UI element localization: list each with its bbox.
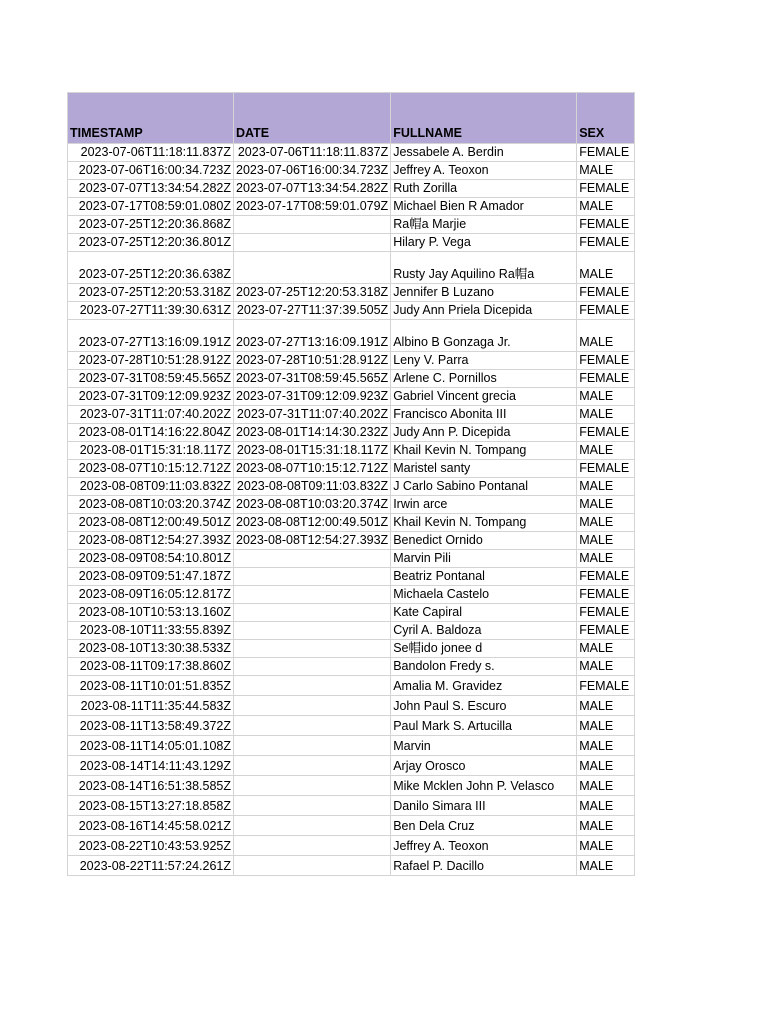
date-cell: 2023-08-08T12:54:27.393Z xyxy=(234,532,391,550)
fullname-cell: Michaela Castelo xyxy=(391,586,577,604)
table-row xyxy=(68,736,635,756)
table-row xyxy=(68,622,635,640)
fullname-cell: Ra帽a Marjie xyxy=(391,216,577,234)
timestamp-cell: 2023-08-08T12:00:49.501Z xyxy=(68,514,234,532)
date-cell: 2023-07-31T09:12:09.923Z xyxy=(234,388,391,406)
fullname-cell: Hilary P. Vega xyxy=(391,234,577,252)
date-cell xyxy=(234,776,391,796)
sex-cell: FEMALE xyxy=(577,180,635,198)
date-cell: 2023-07-28T10:51:28.912Z xyxy=(234,352,391,370)
sex-cell: MALE xyxy=(577,532,635,550)
date-cell xyxy=(234,550,391,568)
table-row xyxy=(68,144,635,162)
timestamp-cell: 2023-08-01T15:31:18.117Z xyxy=(68,442,234,460)
fullname-cell: Jeffrey A. Teoxon xyxy=(391,162,577,180)
fullname-cell: J Carlo Sabino Pontanal xyxy=(391,478,577,496)
date-cell: 2023-07-31T08:59:45.565Z xyxy=(234,370,391,388)
timestamp-cell: 2023-07-28T10:51:28.912Z xyxy=(68,352,234,370)
fullname-cell: Paul Mark S. Artucilla xyxy=(391,716,577,736)
sex-cell: MALE xyxy=(577,658,635,676)
fullname-cell: Khail Kevin N. Tompang xyxy=(391,442,577,460)
sex-cell: MALE xyxy=(577,796,635,816)
header-timestamp: TIMESTAMP xyxy=(68,93,234,144)
sex-cell: FEMALE xyxy=(577,352,635,370)
date-cell xyxy=(234,622,391,640)
fullname-cell: Se帽ido jonee d xyxy=(391,640,577,658)
date-cell xyxy=(234,568,391,586)
sex-cell: FEMALE xyxy=(577,586,635,604)
fullname-cell: Mike Mcklen John P. Velasco xyxy=(391,776,577,796)
timestamp-cell: 2023-08-22T10:43:53.925Z xyxy=(68,836,234,856)
fullname-cell: Albino B Gonzaga Jr. xyxy=(391,320,577,352)
table-row xyxy=(68,514,635,532)
timestamp-cell: 2023-08-08T09:11:03.832Z xyxy=(68,478,234,496)
sex-cell: FEMALE xyxy=(577,144,635,162)
fullname-cell: Danilo Simara III xyxy=(391,796,577,816)
sex-cell: MALE xyxy=(577,162,635,180)
fullname-cell: John Paul S. Escuro xyxy=(391,696,577,716)
date-cell xyxy=(234,756,391,776)
timestamp-cell: 2023-07-27T11:39:30.631Z xyxy=(68,302,234,320)
sex-cell: MALE xyxy=(577,442,635,460)
date-cell: 2023-08-01T14:14:30.232Z xyxy=(234,424,391,442)
sex-cell: MALE xyxy=(577,478,635,496)
fullname-cell: Khail Kevin N. Tompang xyxy=(391,514,577,532)
timestamp-cell: 2023-08-10T11:33:55.839Z xyxy=(68,622,234,640)
date-cell: 2023-07-17T08:59:01.079Z xyxy=(234,198,391,216)
table-row xyxy=(68,442,635,460)
sex-cell: MALE xyxy=(577,756,635,776)
sex-cell: MALE xyxy=(577,406,635,424)
date-cell: 2023-08-07T10:15:12.712Z xyxy=(234,460,391,478)
sex-cell: MALE xyxy=(577,388,635,406)
sex-cell: FEMALE xyxy=(577,460,635,478)
fullname-cell: Irwin arce xyxy=(391,496,577,514)
table-row xyxy=(68,604,635,622)
table-row xyxy=(68,370,635,388)
fullname-cell: Judy Ann P. Dicepida xyxy=(391,424,577,442)
date-cell: 2023-08-01T15:31:18.117Z xyxy=(234,442,391,460)
timestamp-cell: 2023-07-07T13:34:54.282Z xyxy=(68,180,234,198)
date-cell xyxy=(234,716,391,736)
sex-cell: MALE xyxy=(577,776,635,796)
date-cell xyxy=(234,676,391,696)
fullname-cell: Bandolon Fredy s. xyxy=(391,658,577,676)
date-cell xyxy=(234,216,391,234)
timestamp-cell: 2023-08-10T13:30:38.533Z xyxy=(68,640,234,658)
fullname-cell: Arlene C. Pornillos xyxy=(391,370,577,388)
fullname-cell: Maristel santy xyxy=(391,460,577,478)
timestamp-cell: 2023-08-16T14:45:58.021Z xyxy=(68,816,234,836)
timestamp-cell: 2023-07-25T12:20:36.638Z xyxy=(68,252,234,284)
fullname-cell: Francisco Abonita III xyxy=(391,406,577,424)
table-row xyxy=(68,816,635,836)
date-cell xyxy=(234,856,391,876)
date-cell xyxy=(234,816,391,836)
sex-cell: MALE xyxy=(577,856,635,876)
table-header xyxy=(68,93,635,144)
table-row xyxy=(68,568,635,586)
timestamp-cell: 2023-08-08T10:03:20.374Z xyxy=(68,496,234,514)
sex-cell: FEMALE xyxy=(577,370,635,388)
timestamp-cell: 2023-07-25T12:20:36.868Z xyxy=(68,216,234,234)
timestamp-cell: 2023-08-22T11:57:24.261Z xyxy=(68,856,234,876)
table-row xyxy=(68,216,635,234)
timestamp-cell: 2023-07-31T08:59:45.565Z xyxy=(68,370,234,388)
table-row xyxy=(68,478,635,496)
fullname-cell: Arjay Orosco xyxy=(391,756,577,776)
table-row xyxy=(68,388,635,406)
timestamp-cell: 2023-08-09T16:05:12.817Z xyxy=(68,586,234,604)
date-cell xyxy=(234,586,391,604)
table-row xyxy=(68,716,635,736)
fullname-cell: Beatriz Pontanal xyxy=(391,568,577,586)
sex-cell: MALE xyxy=(577,252,635,284)
fullname-cell: Cyril A. Baldoza xyxy=(391,622,577,640)
fullname-cell: Michael Bien R Amador xyxy=(391,198,577,216)
date-cell: 2023-07-31T11:07:40.202Z xyxy=(234,406,391,424)
date-cell xyxy=(234,796,391,816)
fullname-cell: Kate Capiral xyxy=(391,604,577,622)
table-row xyxy=(68,836,635,856)
table-row xyxy=(68,198,635,216)
fullname-cell: Leny V. Parra xyxy=(391,352,577,370)
sex-cell: FEMALE xyxy=(577,622,635,640)
sex-cell: FEMALE xyxy=(577,604,635,622)
timestamp-cell: 2023-08-01T14:16:22.804Z xyxy=(68,424,234,442)
table-row xyxy=(68,586,635,604)
date-cell: 2023-07-07T13:34:54.282Z xyxy=(234,180,391,198)
sex-cell: MALE xyxy=(577,514,635,532)
table-row xyxy=(68,320,635,352)
date-cell: 2023-07-27T13:16:09.191Z xyxy=(234,320,391,352)
table-row xyxy=(68,302,635,320)
header-date: DATE xyxy=(234,93,391,144)
fullname-cell: Ben Dela Cruz xyxy=(391,816,577,836)
timestamp-cell: 2023-08-09T09:51:47.187Z xyxy=(68,568,234,586)
date-cell xyxy=(234,234,391,252)
date-cell xyxy=(234,736,391,756)
sex-cell: MALE xyxy=(577,696,635,716)
date-cell: 2023-07-27T11:37:39.505Z xyxy=(234,302,391,320)
date-cell: 2023-08-08T10:03:20.374Z xyxy=(234,496,391,514)
date-cell: 2023-08-08T12:00:49.501Z xyxy=(234,514,391,532)
timestamp-cell: 2023-08-11T10:01:51.835Z xyxy=(68,676,234,696)
date-cell: 2023-07-06T16:00:34.723Z xyxy=(234,162,391,180)
table-row xyxy=(68,676,635,696)
table-row xyxy=(68,550,635,568)
fullname-cell: Ruth Zorilla xyxy=(391,180,577,198)
table-row xyxy=(68,532,635,550)
table-row xyxy=(68,162,635,180)
fullname-cell: Marvin xyxy=(391,736,577,756)
timestamp-cell: 2023-08-09T08:54:10.801Z xyxy=(68,550,234,568)
table-row xyxy=(68,496,635,514)
timestamp-cell: 2023-07-27T13:16:09.191Z xyxy=(68,320,234,352)
timestamp-cell: 2023-07-31T09:12:09.923Z xyxy=(68,388,234,406)
timestamp-cell: 2023-07-31T11:07:40.202Z xyxy=(68,406,234,424)
date-cell xyxy=(234,252,391,284)
sex-cell: MALE xyxy=(577,816,635,836)
table-row xyxy=(68,234,635,252)
table-row xyxy=(68,658,635,676)
timestamp-cell: 2023-07-25T12:20:36.801Z xyxy=(68,234,234,252)
date-cell xyxy=(234,658,391,676)
sex-cell: FEMALE xyxy=(577,302,635,320)
spreadsheet-table xyxy=(67,92,635,876)
fullname-cell: Benedict Ornido xyxy=(391,532,577,550)
header-row xyxy=(68,93,635,144)
table-row xyxy=(68,856,635,876)
timestamp-cell: 2023-07-25T12:20:53.318Z xyxy=(68,284,234,302)
fullname-cell: Marvin Pili xyxy=(391,550,577,568)
fullname-cell: Judy Ann Priela Dicepida xyxy=(391,302,577,320)
date-cell xyxy=(234,604,391,622)
sex-cell: MALE xyxy=(577,320,635,352)
timestamp-cell: 2023-08-07T10:15:12.712Z xyxy=(68,460,234,478)
sex-cell: MALE xyxy=(577,836,635,856)
fullname-cell: Jennifer B Luzano xyxy=(391,284,577,302)
sex-cell: FEMALE xyxy=(577,284,635,302)
sex-cell: MALE xyxy=(577,496,635,514)
table-row xyxy=(68,406,635,424)
table-row xyxy=(68,252,635,284)
sex-cell: MALE xyxy=(577,716,635,736)
table-row xyxy=(68,460,635,478)
sex-cell: MALE xyxy=(577,640,635,658)
sex-cell: FEMALE xyxy=(577,676,635,696)
date-cell: 2023-07-06T11:18:11.837Z xyxy=(234,144,391,162)
sex-cell: MALE xyxy=(577,550,635,568)
sex-cell: FEMALE xyxy=(577,424,635,442)
sex-cell: MALE xyxy=(577,198,635,216)
fullname-cell: Rusty Jay Aquilino Ra帽a xyxy=(391,252,577,284)
date-cell: 2023-08-08T09:11:03.832Z xyxy=(234,478,391,496)
sex-cell: MALE xyxy=(577,736,635,756)
header-fullname: FULLNAME xyxy=(391,93,577,144)
timestamp-cell: 2023-08-14T14:11:43.129Z xyxy=(68,756,234,776)
table-row xyxy=(68,352,635,370)
table-row xyxy=(68,640,635,658)
table-row xyxy=(68,776,635,796)
header-sex: SEX xyxy=(577,93,635,144)
table-row xyxy=(68,284,635,302)
date-cell xyxy=(234,836,391,856)
table-row xyxy=(68,796,635,816)
timestamp-cell: 2023-08-11T14:05:01.108Z xyxy=(68,736,234,756)
table-row xyxy=(68,424,635,442)
timestamp-cell: 2023-08-10T10:53:13.160Z xyxy=(68,604,234,622)
sex-cell: FEMALE xyxy=(577,568,635,586)
timestamp-cell: 2023-08-11T11:35:44.583Z xyxy=(68,696,234,716)
table-body xyxy=(68,144,635,876)
timestamp-cell: 2023-08-11T13:58:49.372Z xyxy=(68,716,234,736)
timestamp-cell: 2023-07-06T16:00:34.723Z xyxy=(68,162,234,180)
sex-cell: FEMALE xyxy=(577,216,635,234)
fullname-cell: Jeffrey A. Teoxon xyxy=(391,836,577,856)
fullname-cell: Gabriel Vincent grecia xyxy=(391,388,577,406)
table-row xyxy=(68,180,635,198)
timestamp-cell: 2023-08-15T13:27:18.858Z xyxy=(68,796,234,816)
timestamp-cell: 2023-08-08T12:54:27.393Z xyxy=(68,532,234,550)
table-row xyxy=(68,696,635,716)
date-cell: 2023-07-25T12:20:53.318Z xyxy=(234,284,391,302)
date-cell xyxy=(234,640,391,658)
timestamp-cell: 2023-08-14T16:51:38.585Z xyxy=(68,776,234,796)
date-cell xyxy=(234,696,391,716)
sex-cell: FEMALE xyxy=(577,234,635,252)
table-row xyxy=(68,756,635,776)
fullname-cell: Rafael P. Dacillo xyxy=(391,856,577,876)
timestamp-cell: 2023-07-17T08:59:01.080Z xyxy=(68,198,234,216)
fullname-cell: Jessabele A. Berdin xyxy=(391,144,577,162)
timestamp-cell: 2023-07-06T11:18:11.837Z xyxy=(68,144,234,162)
timestamp-cell: 2023-08-11T09:17:38.860Z xyxy=(68,658,234,676)
fullname-cell: Amalia M. Gravidez xyxy=(391,676,577,696)
